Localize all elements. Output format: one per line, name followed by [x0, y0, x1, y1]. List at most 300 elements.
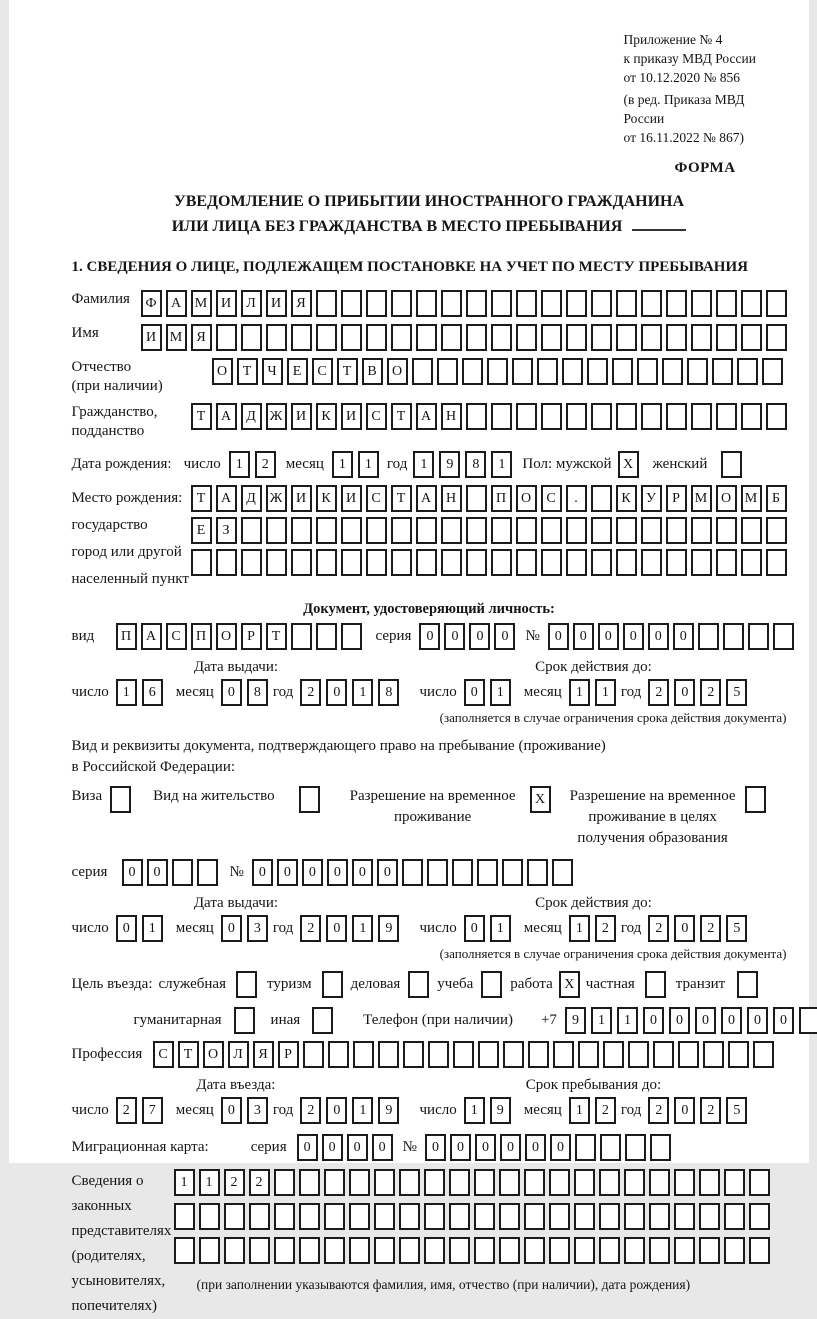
form-cell[interactable]: [341, 623, 362, 650]
form-cell[interactable]: [303, 1041, 324, 1068]
form-cell[interactable]: [341, 517, 362, 544]
form-cell[interactable]: [699, 1203, 720, 1230]
form-cell[interactable]: А: [141, 623, 162, 650]
form-cell[interactable]: 0: [548, 623, 569, 650]
form-cell[interactable]: 1: [490, 915, 511, 942]
form-cell[interactable]: 0: [425, 1134, 446, 1161]
form-cell[interactable]: [723, 623, 744, 650]
form-cell[interactable]: 0: [122, 859, 143, 886]
form-cell[interactable]: [441, 324, 462, 351]
form-cell[interactable]: [491, 290, 512, 317]
form-cell[interactable]: [578, 1041, 599, 1068]
form-cell[interactable]: [466, 485, 487, 512]
form-cell[interactable]: 0: [674, 915, 695, 942]
form-cell[interactable]: Д: [241, 485, 262, 512]
form-cell[interactable]: [603, 1041, 624, 1068]
form-cell[interactable]: [502, 859, 523, 886]
form-cell[interactable]: [641, 549, 662, 576]
form-cell[interactable]: К: [316, 485, 337, 512]
form-cell[interactable]: Л: [228, 1041, 249, 1068]
form-cell[interactable]: 0: [643, 1007, 664, 1034]
form-cell[interactable]: [699, 1237, 720, 1264]
form-cell[interactable]: [449, 1237, 470, 1264]
form-cell[interactable]: С: [312, 358, 333, 385]
form-cell[interactable]: [299, 1203, 320, 1230]
form-cell[interactable]: И: [291, 485, 312, 512]
form-cell[interactable]: [566, 324, 587, 351]
form-cell[interactable]: [575, 1134, 596, 1161]
form-cell[interactable]: 0: [674, 679, 695, 706]
form-cell[interactable]: .: [566, 485, 587, 512]
form-cell[interactable]: [349, 1237, 370, 1264]
form-cell[interactable]: [645, 971, 666, 998]
form-cell[interactable]: [691, 403, 712, 430]
form-cell[interactable]: Т: [337, 358, 358, 385]
form-cell[interactable]: [437, 358, 458, 385]
form-cell[interactable]: [199, 1203, 220, 1230]
form-cell[interactable]: И: [341, 403, 362, 430]
form-cell[interactable]: [666, 517, 687, 544]
form-cell[interactable]: [724, 1237, 745, 1264]
form-cell[interactable]: [441, 290, 462, 317]
form-cell[interactable]: [541, 290, 562, 317]
form-cell[interactable]: [408, 971, 429, 998]
form-cell[interactable]: [328, 1041, 349, 1068]
form-cell[interactable]: А: [416, 485, 437, 512]
form-cell[interactable]: [197, 859, 218, 886]
form-cell[interactable]: 0: [221, 915, 242, 942]
form-cell[interactable]: [216, 549, 237, 576]
form-cell[interactable]: [773, 623, 794, 650]
form-cell[interactable]: [741, 324, 762, 351]
form-cell[interactable]: [650, 1134, 671, 1161]
form-cell[interactable]: [641, 517, 662, 544]
form-cell[interactable]: 1: [352, 679, 373, 706]
form-cell[interactable]: [174, 1203, 195, 1230]
form-cell[interactable]: П: [491, 485, 512, 512]
form-cell[interactable]: [712, 358, 733, 385]
form-cell[interactable]: 3: [247, 915, 268, 942]
form-cell[interactable]: 1: [569, 679, 590, 706]
form-cell[interactable]: Т: [391, 485, 412, 512]
form-cell[interactable]: [716, 290, 737, 317]
form-cell[interactable]: [491, 517, 512, 544]
form-cell[interactable]: [649, 1237, 670, 1264]
form-cell[interactable]: [674, 1203, 695, 1230]
form-cell[interactable]: О: [516, 485, 537, 512]
form-cell[interactable]: [599, 1169, 620, 1196]
form-cell[interactable]: [466, 290, 487, 317]
form-cell[interactable]: 2: [648, 1097, 669, 1124]
form-cell[interactable]: [716, 517, 737, 544]
form-cell[interactable]: С: [366, 403, 387, 430]
form-cell[interactable]: 9: [378, 915, 399, 942]
form-cell[interactable]: В: [362, 358, 383, 385]
form-cell[interactable]: К: [316, 403, 337, 430]
form-cell[interactable]: [687, 358, 708, 385]
form-cell[interactable]: [562, 358, 583, 385]
form-cell[interactable]: [653, 1041, 674, 1068]
form-cell[interactable]: Р: [241, 623, 262, 650]
form-cell[interactable]: [441, 517, 462, 544]
form-cell[interactable]: 1: [229, 451, 250, 478]
form-cell[interactable]: [591, 549, 612, 576]
form-cell[interactable]: [745, 786, 766, 813]
form-cell[interactable]: [391, 549, 412, 576]
form-cell[interactable]: Е: [287, 358, 308, 385]
form-cell[interactable]: С: [541, 485, 562, 512]
form-cell[interactable]: [366, 517, 387, 544]
form-cell[interactable]: [737, 358, 758, 385]
form-cell[interactable]: [241, 324, 262, 351]
form-cell[interactable]: 0: [648, 623, 669, 650]
form-cell[interactable]: И: [216, 290, 237, 317]
form-cell[interactable]: Т: [191, 485, 212, 512]
form-cell[interactable]: Л: [241, 290, 262, 317]
form-cell[interactable]: 1: [569, 1097, 590, 1124]
form-cell[interactable]: [234, 1007, 255, 1034]
form-cell[interactable]: 0: [116, 915, 137, 942]
form-cell[interactable]: [649, 1203, 670, 1230]
form-cell[interactable]: [416, 549, 437, 576]
form-cell[interactable]: [641, 403, 662, 430]
form-cell[interactable]: 2: [300, 915, 321, 942]
form-cell[interactable]: [299, 1169, 320, 1196]
form-cell[interactable]: 5: [726, 1097, 747, 1124]
form-cell[interactable]: М: [691, 485, 712, 512]
form-cell[interactable]: [499, 1169, 520, 1196]
form-cell[interactable]: [174, 1237, 195, 1264]
form-cell[interactable]: [374, 1203, 395, 1230]
form-cell[interactable]: О: [212, 358, 233, 385]
form-cell[interactable]: [737, 971, 758, 998]
form-cell[interactable]: X: [618, 451, 639, 478]
form-cell[interactable]: [766, 290, 787, 317]
form-cell[interactable]: [524, 1237, 545, 1264]
form-cell[interactable]: 5: [726, 915, 747, 942]
form-cell[interactable]: [566, 290, 587, 317]
form-cell[interactable]: [266, 324, 287, 351]
form-cell[interactable]: [316, 324, 337, 351]
form-cell[interactable]: [512, 358, 533, 385]
form-cell[interactable]: [224, 1237, 245, 1264]
form-cell[interactable]: Т: [178, 1041, 199, 1068]
form-cell[interactable]: Т: [191, 403, 212, 430]
form-cell[interactable]: И: [141, 324, 162, 351]
form-cell[interactable]: [466, 324, 487, 351]
form-cell[interactable]: 1: [591, 1007, 612, 1034]
form-cell[interactable]: 1: [491, 451, 512, 478]
form-cell[interactable]: [541, 517, 562, 544]
form-cell[interactable]: [499, 1237, 520, 1264]
form-cell[interactable]: [474, 1237, 495, 1264]
form-cell[interactable]: 0: [221, 1097, 242, 1124]
form-cell[interactable]: 0: [326, 1097, 347, 1124]
form-cell[interactable]: 9: [565, 1007, 586, 1034]
form-cell[interactable]: [741, 290, 762, 317]
form-cell[interactable]: [466, 549, 487, 576]
form-cell[interactable]: 2: [648, 679, 669, 706]
form-cell[interactable]: [191, 549, 212, 576]
form-cell[interactable]: [341, 549, 362, 576]
form-cell[interactable]: [416, 290, 437, 317]
form-cell[interactable]: [316, 549, 337, 576]
form-cell[interactable]: [666, 324, 687, 351]
form-cell[interactable]: [349, 1203, 370, 1230]
form-cell[interactable]: [624, 1203, 645, 1230]
form-cell[interactable]: А: [166, 290, 187, 317]
form-cell[interactable]: О: [387, 358, 408, 385]
form-cell[interactable]: [291, 623, 312, 650]
form-cell[interactable]: 2: [700, 679, 721, 706]
form-cell[interactable]: И: [266, 290, 287, 317]
form-cell[interactable]: 0: [322, 1134, 343, 1161]
form-cell[interactable]: [249, 1203, 270, 1230]
form-cell[interactable]: [749, 1237, 770, 1264]
form-cell[interactable]: 0: [252, 859, 273, 886]
form-cell[interactable]: 0: [721, 1007, 742, 1034]
form-cell[interactable]: [691, 549, 712, 576]
form-cell[interactable]: [574, 1237, 595, 1264]
form-cell[interactable]: [616, 549, 637, 576]
form-cell[interactable]: [499, 1203, 520, 1230]
form-cell[interactable]: [691, 290, 712, 317]
form-cell[interactable]: [549, 1169, 570, 1196]
form-cell[interactable]: [549, 1203, 570, 1230]
form-cell[interactable]: [641, 324, 662, 351]
form-cell[interactable]: 0: [221, 679, 242, 706]
form-cell[interactable]: 0: [302, 859, 323, 886]
form-cell[interactable]: [274, 1237, 295, 1264]
form-cell[interactable]: 2: [595, 915, 616, 942]
form-cell[interactable]: У: [641, 485, 662, 512]
form-cell[interactable]: [299, 1237, 320, 1264]
form-cell[interactable]: Ф: [141, 290, 162, 317]
form-cell[interactable]: И: [291, 403, 312, 430]
form-cell[interactable]: 0: [494, 623, 515, 650]
form-cell[interactable]: [199, 1237, 220, 1264]
form-cell[interactable]: 0: [598, 623, 619, 650]
form-cell[interactable]: [537, 358, 558, 385]
form-cell[interactable]: [324, 1203, 345, 1230]
form-cell[interactable]: [703, 1041, 724, 1068]
form-cell[interactable]: А: [216, 403, 237, 430]
form-cell[interactable]: [716, 403, 737, 430]
form-cell[interactable]: [366, 549, 387, 576]
form-cell[interactable]: [374, 1237, 395, 1264]
form-cell[interactable]: [599, 1203, 620, 1230]
form-cell[interactable]: [110, 786, 131, 813]
form-cell[interactable]: 1: [142, 915, 163, 942]
form-cell[interactable]: [616, 403, 637, 430]
form-cell[interactable]: 5: [726, 679, 747, 706]
form-cell[interactable]: [249, 1237, 270, 1264]
form-cell[interactable]: [236, 971, 257, 998]
form-cell[interactable]: М: [166, 324, 187, 351]
form-cell[interactable]: [674, 1237, 695, 1264]
form-cell[interactable]: [274, 1203, 295, 1230]
form-cell[interactable]: [674, 1169, 695, 1196]
form-cell[interactable]: [624, 1237, 645, 1264]
form-cell[interactable]: 0: [469, 623, 490, 650]
form-cell[interactable]: 0: [326, 679, 347, 706]
form-cell[interactable]: 7: [142, 1097, 163, 1124]
form-cell[interactable]: [481, 971, 502, 998]
form-cell[interactable]: [741, 549, 762, 576]
form-cell[interactable]: [625, 1134, 646, 1161]
form-cell[interactable]: 0: [377, 859, 398, 886]
form-cell[interactable]: [666, 403, 687, 430]
form-cell[interactable]: Н: [441, 485, 462, 512]
form-cell[interactable]: Т: [266, 623, 287, 650]
form-cell[interactable]: [491, 403, 512, 430]
form-cell[interactable]: И: [341, 485, 362, 512]
form-cell[interactable]: 1: [413, 451, 434, 478]
form-cell[interactable]: [503, 1041, 524, 1068]
form-cell[interactable]: [616, 517, 637, 544]
form-cell[interactable]: 0: [573, 623, 594, 650]
form-cell[interactable]: 2: [300, 679, 321, 706]
form-cell[interactable]: 2: [224, 1169, 245, 1196]
form-cell[interactable]: [716, 324, 737, 351]
form-cell[interactable]: [616, 324, 637, 351]
form-cell[interactable]: [699, 1169, 720, 1196]
form-cell[interactable]: 1: [464, 1097, 485, 1124]
form-cell[interactable]: [753, 1041, 774, 1068]
form-cell[interactable]: С: [153, 1041, 174, 1068]
form-cell[interactable]: М: [191, 290, 212, 317]
form-cell[interactable]: [624, 1169, 645, 1196]
form-cell[interactable]: [691, 324, 712, 351]
form-cell[interactable]: [241, 517, 262, 544]
form-cell[interactable]: [541, 403, 562, 430]
form-cell[interactable]: [291, 549, 312, 576]
form-cell[interactable]: [322, 971, 343, 998]
form-cell[interactable]: [316, 290, 337, 317]
form-cell[interactable]: Я: [253, 1041, 274, 1068]
form-cell[interactable]: 1: [617, 1007, 638, 1034]
form-cell[interactable]: [574, 1169, 595, 1196]
form-cell[interactable]: 2: [116, 1097, 137, 1124]
form-cell[interactable]: Т: [391, 403, 412, 430]
form-cell[interactable]: 0: [674, 1097, 695, 1124]
form-cell[interactable]: [762, 358, 783, 385]
form-cell[interactable]: О: [216, 623, 237, 650]
form-cell[interactable]: 0: [147, 859, 168, 886]
form-cell[interactable]: [466, 517, 487, 544]
form-cell[interactable]: [399, 1237, 420, 1264]
form-cell[interactable]: [566, 403, 587, 430]
form-cell[interactable]: [172, 859, 193, 886]
form-cell[interactable]: [637, 358, 658, 385]
form-cell[interactable]: 0: [327, 859, 348, 886]
form-cell[interactable]: [241, 549, 262, 576]
form-cell[interactable]: Б: [766, 485, 787, 512]
form-cell[interactable]: 8: [378, 679, 399, 706]
form-cell[interactable]: [549, 1237, 570, 1264]
form-cell[interactable]: 0: [464, 679, 485, 706]
form-cell[interactable]: [324, 1237, 345, 1264]
form-cell[interactable]: 1: [199, 1169, 220, 1196]
form-cell[interactable]: [516, 290, 537, 317]
form-cell[interactable]: [741, 403, 762, 430]
form-cell[interactable]: З: [216, 517, 237, 544]
form-cell[interactable]: [478, 1041, 499, 1068]
form-cell[interactable]: [724, 1203, 745, 1230]
form-cell[interactable]: [491, 324, 512, 351]
form-cell[interactable]: [541, 549, 562, 576]
form-cell[interactable]: 9: [439, 451, 460, 478]
form-cell[interactable]: 0: [550, 1134, 571, 1161]
form-cell[interactable]: [766, 517, 787, 544]
form-cell[interactable]: [591, 517, 612, 544]
form-cell[interactable]: Н: [441, 403, 462, 430]
form-cell[interactable]: [374, 1169, 395, 1196]
form-cell[interactable]: [402, 859, 423, 886]
form-cell[interactable]: Д: [241, 403, 262, 430]
form-cell[interactable]: [666, 549, 687, 576]
form-cell[interactable]: 2: [300, 1097, 321, 1124]
form-cell[interactable]: [424, 1203, 445, 1230]
form-cell[interactable]: 1: [352, 915, 373, 942]
form-cell[interactable]: [616, 290, 637, 317]
form-cell[interactable]: [312, 1007, 333, 1034]
form-cell[interactable]: 8: [465, 451, 486, 478]
form-cell[interactable]: [216, 324, 237, 351]
form-cell[interactable]: [566, 517, 587, 544]
form-cell[interactable]: [316, 623, 337, 650]
form-cell[interactable]: [341, 324, 362, 351]
form-cell[interactable]: [728, 1041, 749, 1068]
form-cell[interactable]: 0: [326, 915, 347, 942]
form-cell[interactable]: [316, 517, 337, 544]
form-cell[interactable]: [324, 1169, 345, 1196]
form-cell[interactable]: X: [559, 971, 580, 998]
form-cell[interactable]: [449, 1203, 470, 1230]
form-cell[interactable]: А: [216, 485, 237, 512]
form-cell[interactable]: [678, 1041, 699, 1068]
form-cell[interactable]: [528, 1041, 549, 1068]
form-cell[interactable]: [477, 859, 498, 886]
form-cell[interactable]: 2: [700, 1097, 721, 1124]
form-cell[interactable]: [452, 859, 473, 886]
form-cell[interactable]: Т: [237, 358, 258, 385]
form-cell[interactable]: [391, 290, 412, 317]
form-cell[interactable]: [491, 549, 512, 576]
form-cell[interactable]: 1: [595, 679, 616, 706]
form-cell[interactable]: О: [716, 485, 737, 512]
form-cell[interactable]: 1: [116, 679, 137, 706]
form-cell[interactable]: 0: [773, 1007, 794, 1034]
form-cell[interactable]: [516, 549, 537, 576]
form-cell[interactable]: [391, 324, 412, 351]
form-cell[interactable]: А: [416, 403, 437, 430]
form-cell[interactable]: [716, 549, 737, 576]
form-cell[interactable]: [566, 549, 587, 576]
form-cell[interactable]: [600, 1134, 621, 1161]
form-cell[interactable]: [721, 451, 742, 478]
form-cell[interactable]: [766, 549, 787, 576]
form-cell[interactable]: [391, 517, 412, 544]
form-cell[interactable]: [474, 1203, 495, 1230]
form-cell[interactable]: 0: [444, 623, 465, 650]
form-cell[interactable]: [291, 517, 312, 544]
form-cell[interactable]: 1: [332, 451, 353, 478]
form-cell[interactable]: К: [616, 485, 637, 512]
form-cell[interactable]: [399, 1169, 420, 1196]
form-cell[interactable]: 2: [700, 915, 721, 942]
form-cell[interactable]: 9: [490, 1097, 511, 1124]
